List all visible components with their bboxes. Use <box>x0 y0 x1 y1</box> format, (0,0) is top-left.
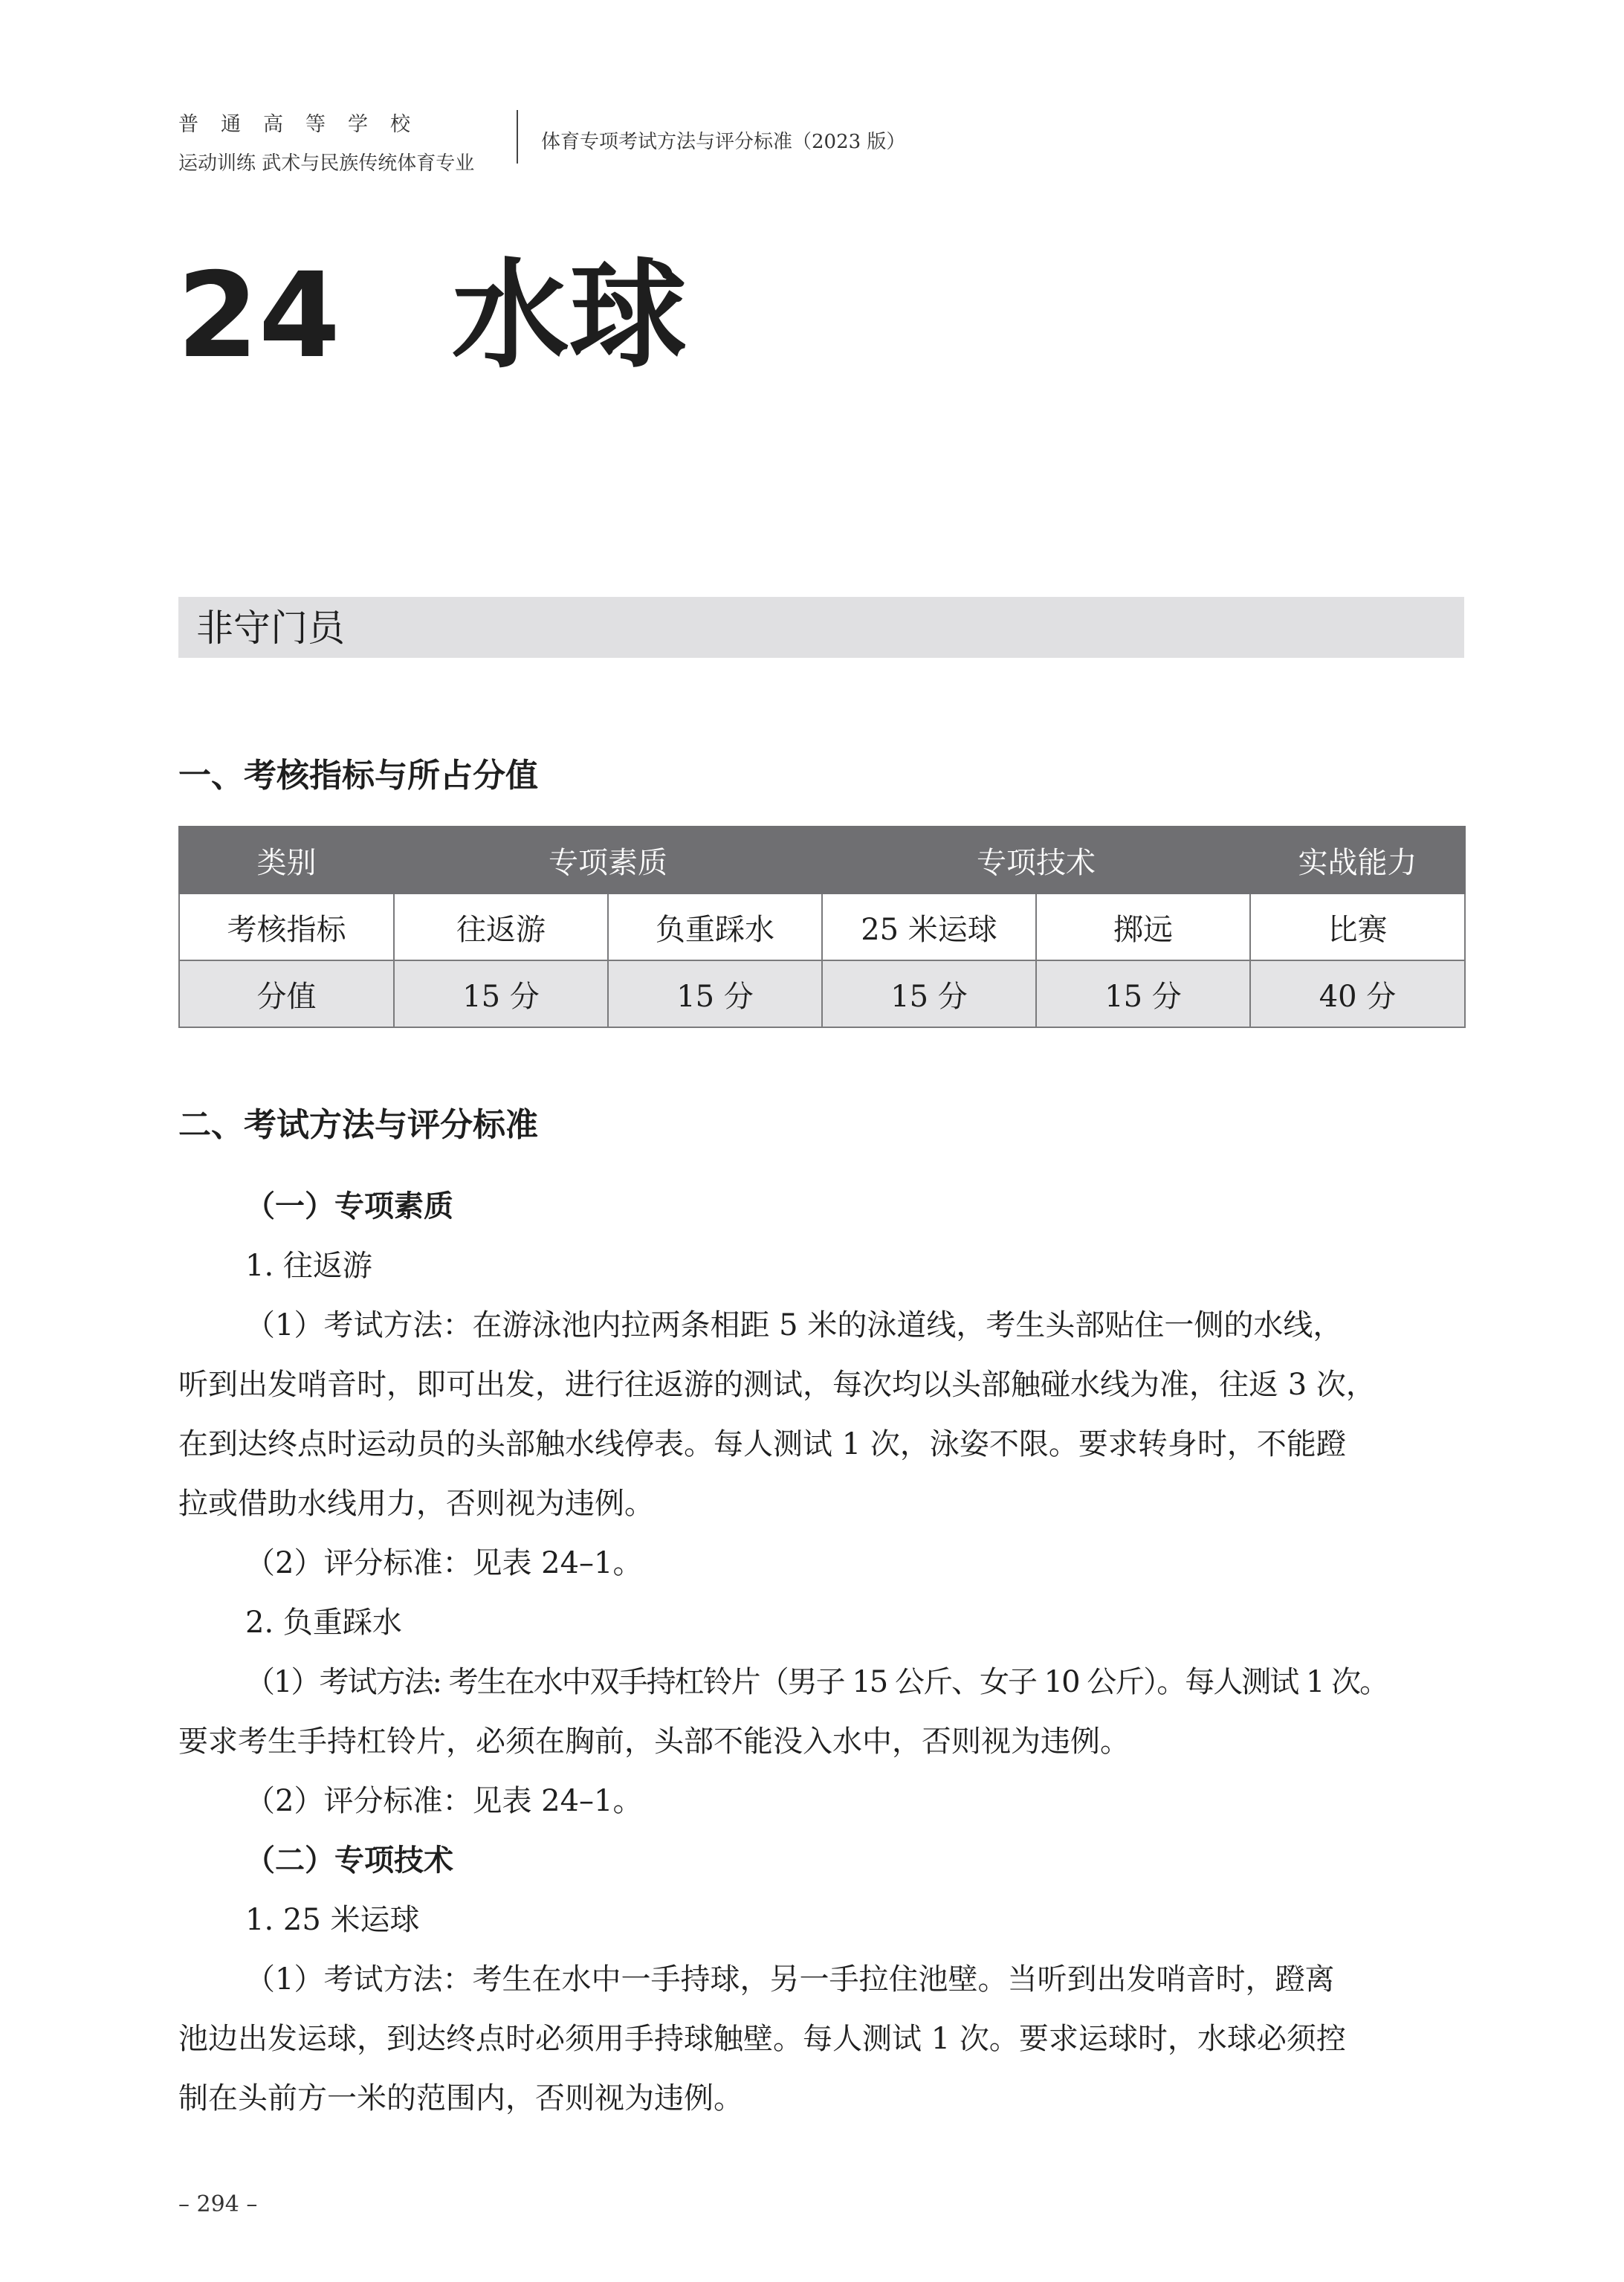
table-cell: 考核指标 <box>179 893 394 960</box>
chapter-number: 24 <box>177 248 340 384</box>
table-cell: 分值 <box>179 960 394 1027</box>
table-cell: 25 米运球 <box>822 893 1036 960</box>
running-header-left <box>178 111 498 177</box>
table-cell: 40 分 <box>1250 960 1465 1027</box>
subsection-heading: （二）专项技术 <box>245 1843 453 1878</box>
chapter-title <box>177 245 687 387</box>
page-number: – 294 – <box>178 2191 258 2217</box>
paragraph-line: （1）考试方法：考生在水中一手持球，另一手拉住池壁。当听到出发哨音时，蹬离 <box>245 1962 1335 1997</box>
table-cell: 掷远 <box>1036 893 1250 960</box>
paragraph-line: （1）考试方法：在游泳池内拉两条相距 5 米的泳道线，考生头部贴住一侧的水线， <box>245 1308 1343 1342</box>
table-cell: 15 分 <box>394 960 608 1027</box>
item-heading: 1. 往返游 <box>245 1249 372 1283</box>
paragraph-line: 制在头前方一米的范围内，否则视为违例。 <box>178 2081 743 2115</box>
header-major-line: 运动训练 武术与民族传统体育专业 <box>178 152 475 175</box>
paragraph-line: 要求考生手持杠铃片，必须在胸前，头部不能没入水中，否则视为违例。 <box>178 1725 1130 1759</box>
table-cell: 15 分 <box>608 960 822 1027</box>
table-cell: 比赛 <box>1250 893 1465 960</box>
chapter-name: 水球 <box>451 248 687 384</box>
heading-methods-standards: 二、考试方法与评分标准 <box>178 1106 538 1144</box>
table-cell: 15 分 <box>822 960 1036 1027</box>
table-cell: 往返游 <box>394 893 608 960</box>
header-book-title: 体育专项考试方法与评分标准（2023 版） <box>541 131 906 153</box>
table-cell: 15 分 <box>1036 960 1250 1027</box>
paragraph-line: （2）评分标准：见表 24–1。 <box>245 1784 643 1818</box>
section-banner <box>178 597 1464 658</box>
table-header-cell: 专项技术 <box>822 827 1250 893</box>
subsection-heading: （一）专项素质 <box>245 1189 453 1224</box>
table-row <box>179 893 1465 960</box>
table-header-cell: 专项素质 <box>394 827 822 893</box>
item-heading: 1. 25 米运球 <box>245 1903 420 1937</box>
section-title: 非守门员 <box>196 607 345 650</box>
paragraph-line: （1）考试方法: 考生在水中双手持杠铃片（男子 15 公斤、女子 10 公斤）。每人测试 1 次。 <box>245 1665 1388 1699</box>
table-header-row <box>179 827 1465 893</box>
heading-assessment-items: 一、考核指标与所占分值 <box>178 757 538 795</box>
table-row <box>179 960 1465 1027</box>
paragraph-line: 听到出发哨音时，即可出发，进行往返游的测试，每次均以头部触碰水线为准，往返 3 次， <box>178 1368 1376 1402</box>
header-school-line: 普通高等学校 <box>178 113 433 136</box>
item-heading: 2. 负重踩水 <box>245 1606 402 1640</box>
table-header-cell: 实战能力 <box>1250 827 1465 893</box>
paragraph-line: 池边出发运球，到达终点时必须用手持球触壁。每人测试 1 次。要求运球时，水球必须控 <box>178 2022 1346 2056</box>
paragraph-line: （2）评分标准：见表 24–1。 <box>245 1546 643 1580</box>
table-cell: 负重踩水 <box>608 893 822 960</box>
header-divider <box>517 110 518 164</box>
table-header-cell: 类别 <box>179 827 394 893</box>
paragraph-line: 拉或借助水线用力，否则视为违例。 <box>178 1487 654 1521</box>
score-table <box>178 826 1466 1028</box>
paragraph-line: 在到达终点时运动员的头部触水线停表。每人测试 1 次，泳姿不限。要求转身时，不能蹬 <box>178 1427 1346 1461</box>
